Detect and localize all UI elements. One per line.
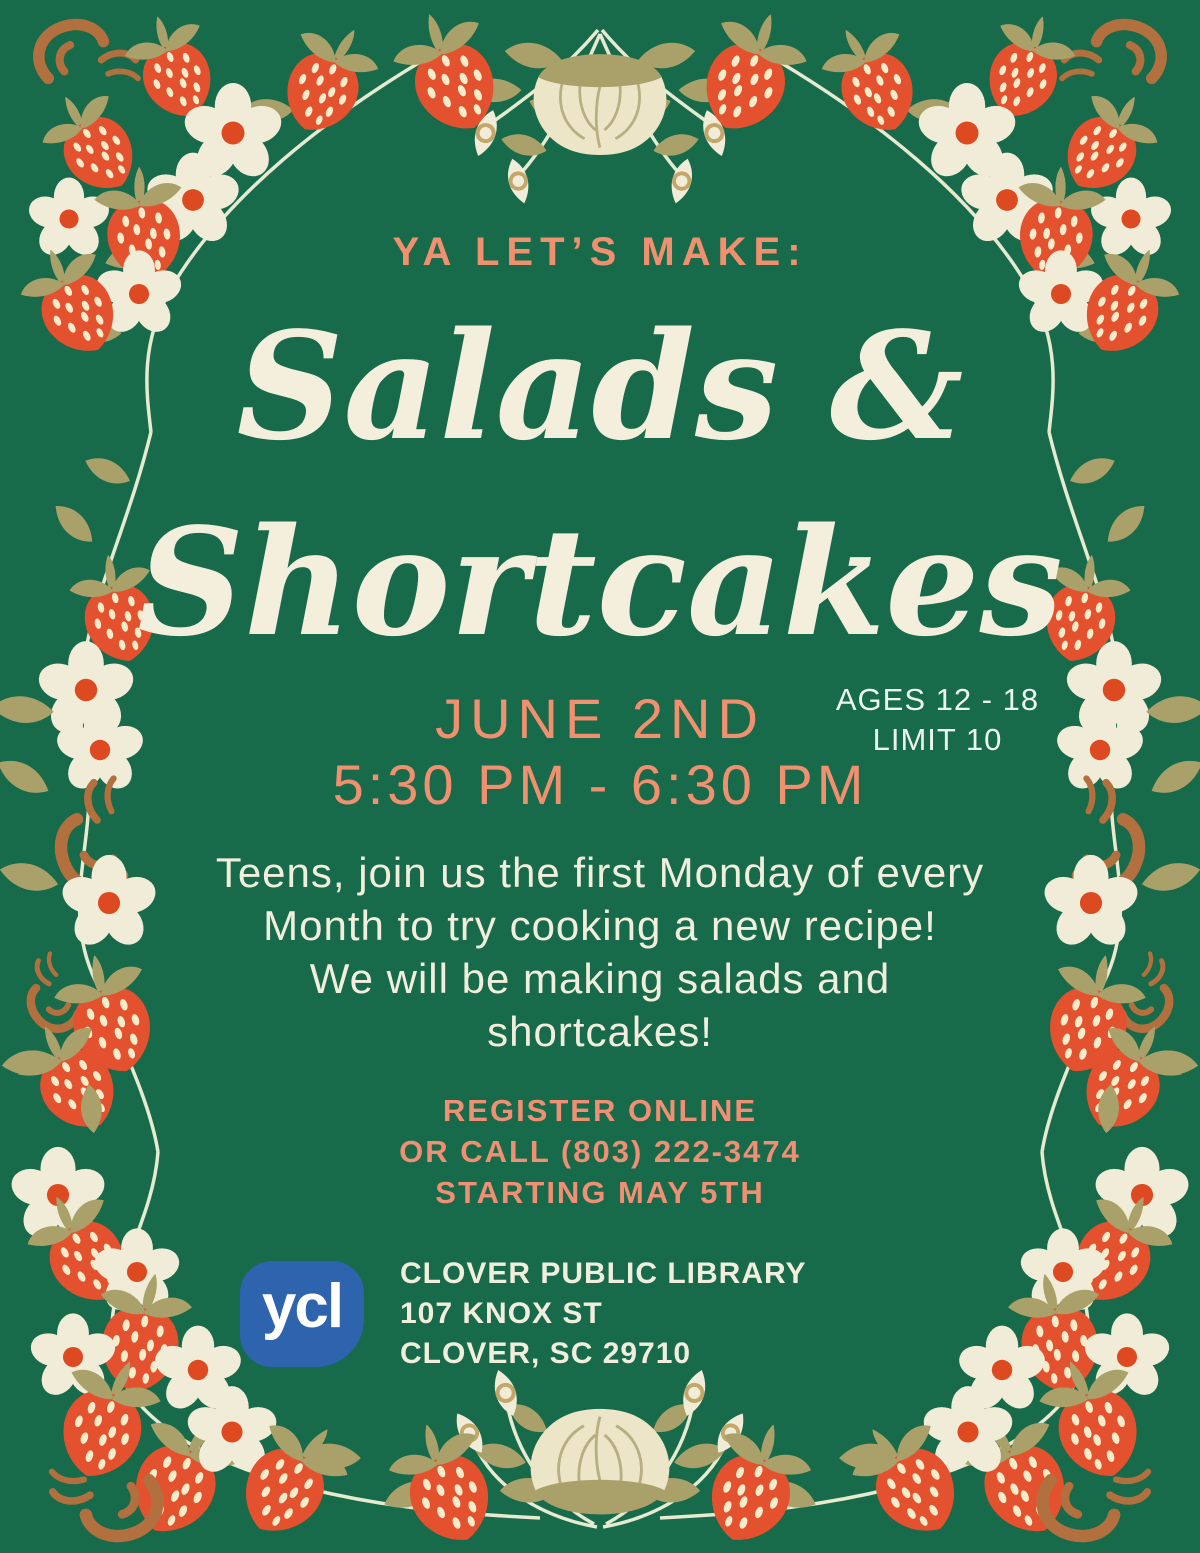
- library-address: [400, 1254, 807, 1374]
- event-title-line-2: Shortcakes: [137, 495, 1063, 669]
- registration-info: [0, 1090, 1200, 1213]
- register-line-1: REGISTER ONLINE: [442, 1093, 758, 1128]
- limit-text: LIMIT 10: [872, 722, 1003, 757]
- description-line-2: Month to try cooking a new recipe!: [263, 902, 937, 949]
- event-title: [0, 288, 1200, 680]
- description-line-1: Teens, join us the first Monday of every: [215, 849, 985, 896]
- ages-text: AGES 12 - 18: [835, 682, 1040, 717]
- register-line-2: OR CALL (803) 222-3474: [399, 1134, 801, 1169]
- age-limit-info: [830, 680, 1045, 760]
- library-info: [240, 1254, 807, 1374]
- description-line-4: shortcakes!: [487, 1008, 713, 1055]
- description-line-3: We will be making salads and: [309, 955, 891, 1002]
- event-time: 5:30 PM - 6:30 PM: [332, 753, 868, 816]
- register-line-3: STARTING MAY 5TH: [435, 1175, 765, 1210]
- kicker-text: YA LET’S MAKE:: [392, 230, 808, 274]
- address-line-2: CLOVER, SC 29710: [400, 1337, 692, 1370]
- library-name: CLOVER PUBLIC LIBRARY: [400, 1257, 807, 1290]
- address-line-1: 107 KNOX ST: [400, 1297, 603, 1330]
- event-description: [0, 846, 1200, 1058]
- ycl-logo-text: ycl: [261, 1272, 343, 1341]
- ycl-logo: [240, 1261, 364, 1367]
- event-title-line-1: Salads &: [236, 299, 964, 473]
- event-date: JUNE 2ND: [435, 687, 765, 750]
